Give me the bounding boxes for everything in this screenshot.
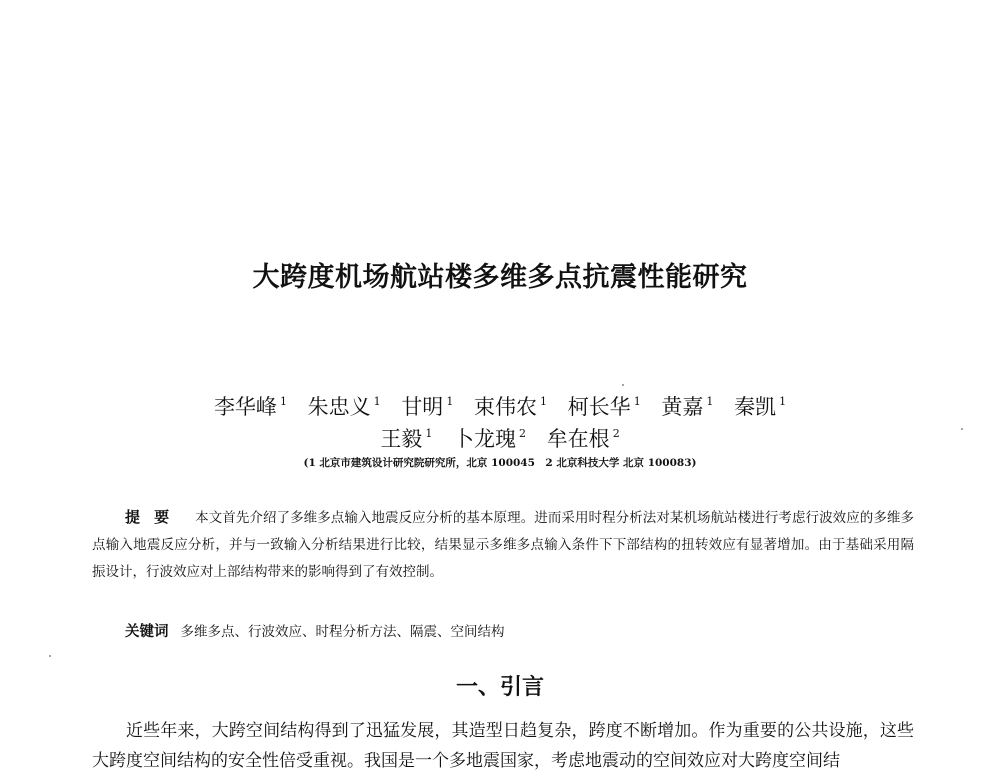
scan-speck [961,428,963,430]
author [547,421,620,452]
author [474,389,547,420]
section-paragraph: 近些年来，大跨空间结构得到了迅猛发展，其造型日趋复杂，跨度不断增加。作为重要的公共设施，这些大跨度空间结构的安全性倍受重视。我国是一个多地震国家，考虑地震动的空间效应对大跨度空间结 [92,721,914,771]
author-name: 秦凯 [734,395,777,419]
author-name: 卜龙瑰 [453,427,516,451]
scan-speck [622,384,624,386]
keywords [125,620,505,641]
keywords-label: 关键词 [125,624,169,640]
keywords-text: 多维多点、行波效应、时程分析方法、隔震、空间结构 [180,624,505,640]
author [453,421,526,452]
author-name: 黄嘉 [661,395,704,419]
scan-speck [49,655,51,657]
author-affiliation-mark: 2 [612,427,620,440]
author [661,389,713,420]
paper-title: 大跨度机场航站楼多维多点抗震性能研究 [252,262,748,293]
author [734,389,786,420]
abstract-label: 提要 [125,508,184,526]
author [214,389,287,420]
author [308,389,381,420]
author-name: 李华峰 [213,395,277,419]
author-affiliation-mark: 1 [540,395,547,408]
author-affiliation-mark: 1 [446,395,454,408]
author-list-line-1 [0,389,1000,420]
author-list-line-2 [0,421,1000,452]
author [380,421,432,452]
author-affiliation-mark: 2 [519,427,526,440]
author [568,389,641,420]
author-name: 朱忠义 [307,395,371,419]
author [401,389,453,420]
author-name: 柯长华 [567,395,631,419]
author-name: 甘明 [401,395,444,419]
author-affiliation-mark: 1 [373,395,381,408]
affiliations: (1 北京市建筑设计研究院研究所，北京 100045 2 北京科技大学 北京 100083) [303,457,697,469]
author-affiliation-mark: 1 [425,427,433,440]
author-affiliation-mark: 1 [633,395,641,408]
section-heading: 一、引言 [455,675,544,700]
author-affiliation-mark: 1 [706,395,714,408]
author-affiliation-mark: 1 [279,395,287,408]
abstract-text: 本文首先介绍了多维多点输入地震反应分析的基本原理。进而采用时程分析法对某机场航站楼进行考虑行波效应的多维多点输入地震反应分析，并与一致输入分析结果进行比较，结果显示多维多点输入条件下下部结构的扭转效应有显著增加。由于基础采用隔振设计，行波效应对上部结构带来的影响得到了有效控制。 [92,510,914,580]
abstract [92,504,914,586]
author-affiliation-mark: 1 [779,395,787,408]
author-name: 束伟农 [474,395,537,419]
author-name: 王毅 [380,427,423,451]
author-name: 牟在根 [546,427,610,451]
